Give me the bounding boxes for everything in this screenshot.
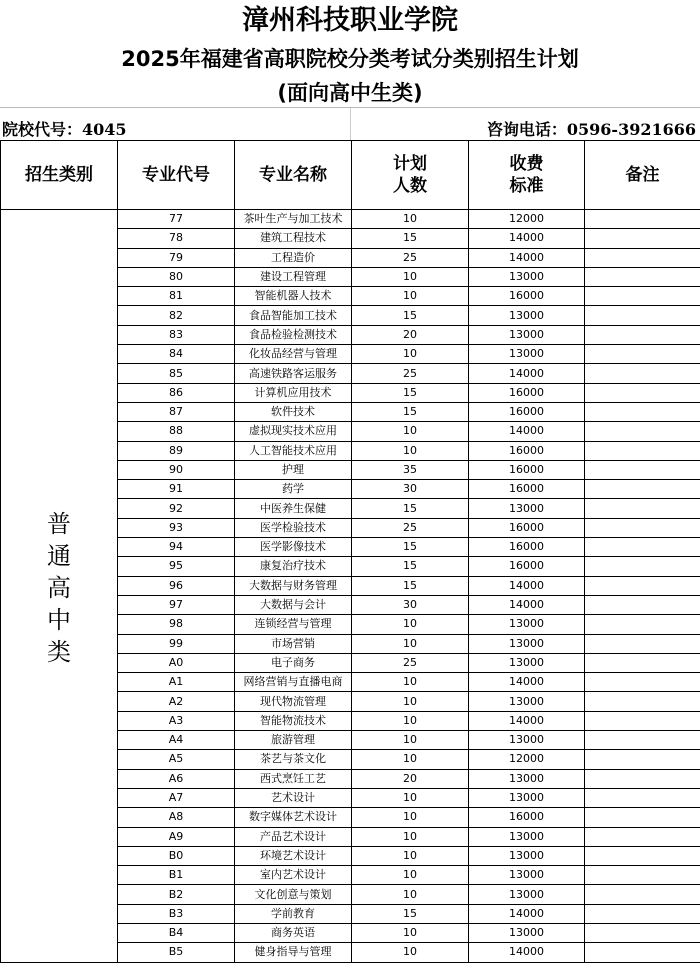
major-name-cell: 医学影像技术 [235, 538, 352, 557]
major-name-cell: 现代物流管理 [235, 692, 352, 711]
plan-count-cell: 15 [352, 229, 469, 248]
col-header-category: 招生类别 [1, 141, 118, 210]
major-name-cell: 艺术设计 [235, 788, 352, 807]
plan-count-cell: 15 [352, 306, 469, 325]
note-cell [585, 595, 700, 614]
major-code-cell: B4 [118, 923, 235, 942]
major-name-cell: 市场营销 [235, 634, 352, 653]
major-code-cell: 96 [118, 576, 235, 595]
major-code-cell: A8 [118, 808, 235, 827]
plan-count-cell: 10 [352, 615, 469, 634]
note-cell [585, 750, 700, 769]
major-code-cell: B1 [118, 866, 235, 885]
major-name-cell: 康复治疗技术 [235, 557, 352, 576]
note-cell [585, 248, 700, 267]
major-code-cell: 94 [118, 538, 235, 557]
fee-cell: 13000 [469, 846, 585, 865]
plan-count-cell: 30 [352, 480, 469, 499]
fee-cell: 13000 [469, 923, 585, 942]
fee-cell: 13000 [469, 885, 585, 904]
fee-cell: 13000 [469, 325, 585, 344]
note-cell [585, 731, 700, 750]
major-name-cell: 中医养生保健 [235, 499, 352, 518]
major-name-cell: 医学检验技术 [235, 518, 352, 537]
note-cell [585, 460, 700, 479]
plan-count-cell: 10 [352, 441, 469, 460]
major-code-cell: A2 [118, 692, 235, 711]
fee-cell: 14000 [469, 229, 585, 248]
major-code-cell: A5 [118, 750, 235, 769]
plan-count-cell: 10 [352, 788, 469, 807]
fee-cell: 16000 [469, 383, 585, 402]
plan-count-cell: 10 [352, 673, 469, 692]
note-cell [585, 267, 700, 286]
major-name-cell: 食品检验检测技术 [235, 325, 352, 344]
fee-cell: 16000 [469, 808, 585, 827]
note-cell [585, 557, 700, 576]
fee-cell: 14000 [469, 595, 585, 614]
fee-cell: 13000 [469, 653, 585, 672]
note-cell [585, 499, 700, 518]
major-name-cell: 虚拟现实技术应用 [235, 422, 352, 441]
major-name-cell: 茶叶生产与加工技术 [235, 210, 352, 229]
major-name-cell: 高速铁路客运服务 [235, 364, 352, 383]
col-header-fee: 收费标准 [469, 141, 585, 210]
plan-count-cell: 25 [352, 248, 469, 267]
table-header-row [1, 141, 700, 210]
major-name-cell: 环境艺术设计 [235, 846, 352, 865]
category-label: 普通高中类 [45, 508, 73, 668]
fee-cell: 13000 [469, 827, 585, 846]
major-code-cell: 83 [118, 325, 235, 344]
fee-cell: 16000 [469, 441, 585, 460]
major-name-cell: 文化创意与策划 [235, 885, 352, 904]
plan-count-cell: 10 [352, 827, 469, 846]
divider-mid [350, 108, 351, 140]
fee-cell: 14000 [469, 364, 585, 383]
col-header-code: 专业代号 [118, 141, 235, 210]
major-code-cell: 90 [118, 460, 235, 479]
fee-cell: 16000 [469, 460, 585, 479]
major-code-cell: 95 [118, 557, 235, 576]
major-code-cell: 98 [118, 615, 235, 634]
major-name-cell: 药学 [235, 480, 352, 499]
plan-count-cell: 35 [352, 460, 469, 479]
major-name-cell: 连锁经营与管理 [235, 615, 352, 634]
plan-count-cell: 10 [352, 866, 469, 885]
note-cell [585, 306, 700, 325]
major-code-cell: B5 [118, 943, 235, 962]
fee-cell: 13000 [469, 866, 585, 885]
note-cell [585, 615, 700, 634]
major-code-cell: B3 [118, 904, 235, 923]
major-code-cell: 79 [118, 248, 235, 267]
major-code-cell: 86 [118, 383, 235, 402]
plan-count-cell: 10 [352, 345, 469, 364]
major-name-cell: 网络营销与直播电商 [235, 673, 352, 692]
major-code-cell: 84 [118, 345, 235, 364]
plan-count-cell: 15 [352, 402, 469, 421]
plan-count-cell: 10 [352, 287, 469, 306]
fee-cell: 12000 [469, 210, 585, 229]
table-row [1, 210, 700, 229]
major-name-cell: 软件技术 [235, 402, 352, 421]
major-code-cell: 78 [118, 229, 235, 248]
fee-cell: 13000 [469, 306, 585, 325]
major-code-cell: 87 [118, 402, 235, 421]
fee-cell: 13000 [469, 731, 585, 750]
major-name-cell: 建筑工程技术 [235, 229, 352, 248]
note-cell [585, 480, 700, 499]
note-cell [585, 808, 700, 827]
enrollment-plan-table [0, 140, 700, 963]
major-code-cell: A4 [118, 731, 235, 750]
major-code-cell: 88 [118, 422, 235, 441]
plan-count-cell: 10 [352, 885, 469, 904]
plan-count-cell: 30 [352, 595, 469, 614]
note-cell [585, 769, 700, 788]
plan-count-cell: 15 [352, 499, 469, 518]
note-cell [585, 653, 700, 672]
note-cell [585, 210, 700, 229]
fee-cell: 14000 [469, 673, 585, 692]
plan-count-cell: 10 [352, 808, 469, 827]
note-cell [585, 827, 700, 846]
note-cell [585, 229, 700, 248]
fee-cell: 13000 [469, 499, 585, 518]
major-name-cell: 旅游管理 [235, 731, 352, 750]
fee-cell: 13000 [469, 692, 585, 711]
fee-cell: 13000 [469, 615, 585, 634]
major-code-cell: 93 [118, 518, 235, 537]
fee-cell: 13000 [469, 634, 585, 653]
major-name-cell: 智能机器人技术 [235, 287, 352, 306]
plan-title: 2025年福建省高职院校分类考试分类别招生计划 [0, 44, 700, 74]
plan-subtitle: (面向高中生类) [0, 78, 700, 108]
major-name-cell: 数字媒体艺术设计 [235, 808, 352, 827]
plan-count-cell: 25 [352, 518, 469, 537]
major-code-cell: A7 [118, 788, 235, 807]
plan-count-cell: 10 [352, 923, 469, 942]
fee-cell: 14000 [469, 904, 585, 923]
major-code-cell: 97 [118, 595, 235, 614]
note-cell [585, 923, 700, 942]
major-name-cell: 大数据与财务管理 [235, 576, 352, 595]
fee-cell: 16000 [469, 518, 585, 537]
plan-count-cell: 15 [352, 557, 469, 576]
note-cell [585, 383, 700, 402]
major-name-cell: 智能物流技术 [235, 711, 352, 730]
fee-cell: 13000 [469, 345, 585, 364]
school-code: 院校代号：4045 [2, 119, 127, 141]
plan-count-cell: 10 [352, 846, 469, 865]
category-cell [1, 210, 118, 963]
note-cell [585, 576, 700, 595]
major-code-cell: 99 [118, 634, 235, 653]
note-cell [585, 422, 700, 441]
fee-cell: 16000 [469, 538, 585, 557]
plan-count-cell: 10 [352, 210, 469, 229]
note-cell [585, 711, 700, 730]
major-code-cell: A0 [118, 653, 235, 672]
note-cell [585, 518, 700, 537]
major-code-cell: 89 [118, 441, 235, 460]
major-name-cell: 商务英语 [235, 923, 352, 942]
plan-count-cell: 25 [352, 364, 469, 383]
plan-count-cell: 25 [352, 653, 469, 672]
major-code-cell: 85 [118, 364, 235, 383]
major-code-cell: 92 [118, 499, 235, 518]
note-cell [585, 345, 700, 364]
plan-count-cell: 10 [352, 692, 469, 711]
note-cell [585, 788, 700, 807]
note-cell [585, 441, 700, 460]
plan-count-cell: 15 [352, 576, 469, 595]
major-code-cell: 82 [118, 306, 235, 325]
major-code-cell: A3 [118, 711, 235, 730]
note-cell [585, 692, 700, 711]
major-name-cell: 产品艺术设计 [235, 827, 352, 846]
major-code-cell: 81 [118, 287, 235, 306]
major-name-cell: 人工智能技术应用 [235, 441, 352, 460]
fee-cell: 13000 [469, 788, 585, 807]
note-cell [585, 673, 700, 692]
major-name-cell: 计算机应用技术 [235, 383, 352, 402]
note-cell [585, 325, 700, 344]
note-cell [585, 364, 700, 383]
plan-count-cell: 10 [352, 750, 469, 769]
fee-cell: 14000 [469, 711, 585, 730]
major-code-cell: 91 [118, 480, 235, 499]
note-cell [585, 402, 700, 421]
major-code-cell: 77 [118, 210, 235, 229]
fee-cell: 16000 [469, 402, 585, 421]
major-name-cell: 化妆品经营与管理 [235, 345, 352, 364]
note-cell [585, 885, 700, 904]
major-code-cell: A1 [118, 673, 235, 692]
plan-count-cell: 20 [352, 325, 469, 344]
fee-cell: 14000 [469, 422, 585, 441]
consult-phone: 咨询电话：0596-3921666 [487, 119, 696, 141]
note-cell [585, 634, 700, 653]
plan-count-cell: 10 [352, 711, 469, 730]
major-code-cell: A9 [118, 827, 235, 846]
note-cell [585, 846, 700, 865]
school-name: 漳州科技职业学院 [0, 3, 700, 39]
fee-cell: 14000 [469, 943, 585, 962]
major-code-cell: B2 [118, 885, 235, 904]
plan-count-cell: 20 [352, 769, 469, 788]
plan-count-cell: 15 [352, 538, 469, 557]
fee-cell: 13000 [469, 769, 585, 788]
plan-count-cell: 10 [352, 943, 469, 962]
note-cell [585, 287, 700, 306]
major-name-cell: 茶艺与茶文化 [235, 750, 352, 769]
col-header-name: 专业名称 [235, 141, 352, 210]
major-name-cell: 工程造价 [235, 248, 352, 267]
note-cell [585, 904, 700, 923]
col-header-plan: 计划人数 [352, 141, 469, 210]
major-name-cell: 护理 [235, 460, 352, 479]
plan-count-cell: 10 [352, 731, 469, 750]
major-name-cell: 大数据与会计 [235, 595, 352, 614]
major-code-cell: 80 [118, 267, 235, 286]
major-name-cell: 食品智能加工技术 [235, 306, 352, 325]
major-name-cell: 健身指导与管理 [235, 943, 352, 962]
fee-cell: 12000 [469, 750, 585, 769]
fee-cell: 13000 [469, 267, 585, 286]
major-code-cell: A6 [118, 769, 235, 788]
fee-cell: 16000 [469, 287, 585, 306]
plan-count-cell: 10 [352, 267, 469, 286]
fee-cell: 16000 [469, 480, 585, 499]
fee-cell: 16000 [469, 557, 585, 576]
fee-cell: 14000 [469, 248, 585, 267]
note-cell [585, 943, 700, 962]
plan-count-cell: 10 [352, 634, 469, 653]
fee-cell: 14000 [469, 576, 585, 595]
plan-count-cell: 15 [352, 383, 469, 402]
major-name-cell: 室内艺术设计 [235, 866, 352, 885]
major-name-cell: 电子商务 [235, 653, 352, 672]
major-code-cell: B0 [118, 846, 235, 865]
plan-count-cell: 15 [352, 904, 469, 923]
note-cell [585, 538, 700, 557]
note-cell [585, 866, 700, 885]
major-name-cell: 学前教育 [235, 904, 352, 923]
major-name-cell: 西式烹饪工艺 [235, 769, 352, 788]
major-name-cell: 建设工程管理 [235, 267, 352, 286]
col-header-note: 备注 [585, 141, 700, 210]
plan-count-cell: 10 [352, 422, 469, 441]
